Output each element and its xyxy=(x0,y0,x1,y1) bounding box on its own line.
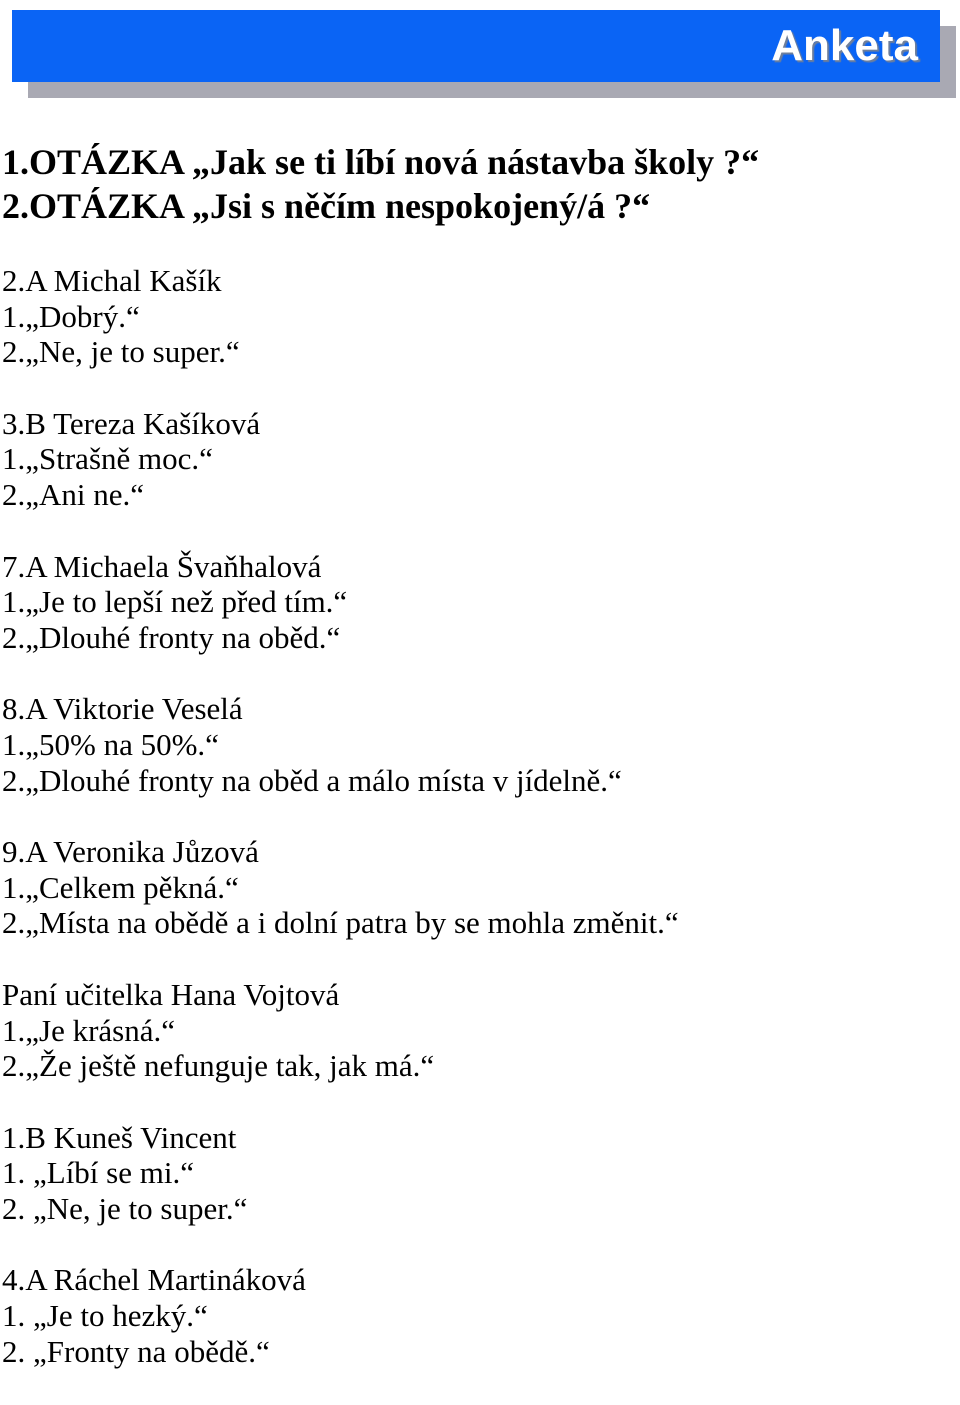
answer-2: 2.„Dlouhé fronty na oběd a málo místa v jídelně.“ xyxy=(2,762,622,798)
respondent-name: 1.B Kuneš Vincent xyxy=(2,1119,237,1155)
answer-1: 1. „Líbí se mi.“ xyxy=(2,1155,194,1191)
question-2: 2.OTÁZKA „Jsi s něčím nespokojený/á ?“ xyxy=(2,186,651,226)
response-block xyxy=(2,834,679,941)
response-block xyxy=(2,1120,679,1227)
respondent-name: 9.A Veronika Jůzová xyxy=(2,834,259,870)
answer-2: 2. „Ne, je to super.“ xyxy=(2,1190,248,1226)
respondent-name: 2.A Michal Kašík xyxy=(2,263,222,298)
answer-1: 1.„Je to lepší než před tím.“ xyxy=(2,584,348,620)
question-1: 1.OTÁZKA „Jak se ti líbí nová nástavba školy ?“ xyxy=(2,142,760,182)
header-banner xyxy=(12,10,940,82)
response-block xyxy=(2,691,679,798)
answer-2: 2.„Místa na obědě a i dolní patra by se mohla změnit.“ xyxy=(2,905,679,941)
response-block xyxy=(2,977,679,1084)
answer-2: 2.„Ne, je to super.“ xyxy=(2,334,240,370)
answer-1: 1.„Strašně moc.“ xyxy=(2,441,213,477)
answer-1: 1.„50% na 50%.“ xyxy=(2,726,219,762)
questions-section xyxy=(2,140,759,228)
responses-section xyxy=(2,263,679,1405)
answer-1: 1.„Je krásná.“ xyxy=(2,1012,175,1048)
answer-1: 1. „Je to hezký.“ xyxy=(2,1298,208,1334)
respondent-name: 7.A Michaela Švaňhalová xyxy=(2,548,322,584)
response-block xyxy=(2,549,679,656)
response-block xyxy=(2,406,679,513)
answer-1: 1.„Celkem pěkná.“ xyxy=(2,869,239,905)
answer-1: 1.„Dobrý.“ xyxy=(2,298,140,334)
answer-2: 2.„Ani ne.“ xyxy=(2,476,145,512)
answer-2: 2.„Dlouhé fronty na oběd.“ xyxy=(2,619,341,655)
answer-2: 2.„Že ještě nefunguje tak, jak má.“ xyxy=(2,1048,435,1084)
respondent-name: Paní učitelka Hana Vojtová xyxy=(2,976,340,1012)
answer-2: 2. „Fronty na obědě.“ xyxy=(2,1333,270,1369)
respondent-name: 3.B Tereza Kašíková xyxy=(2,405,261,441)
page-title: Anketa xyxy=(771,21,918,70)
respondent-name: 8.A Viktorie Veselá xyxy=(2,691,243,727)
response-block xyxy=(2,263,679,370)
response-block xyxy=(2,1262,679,1369)
respondent-name: 4.A Ráchel Martináková xyxy=(2,1262,306,1298)
